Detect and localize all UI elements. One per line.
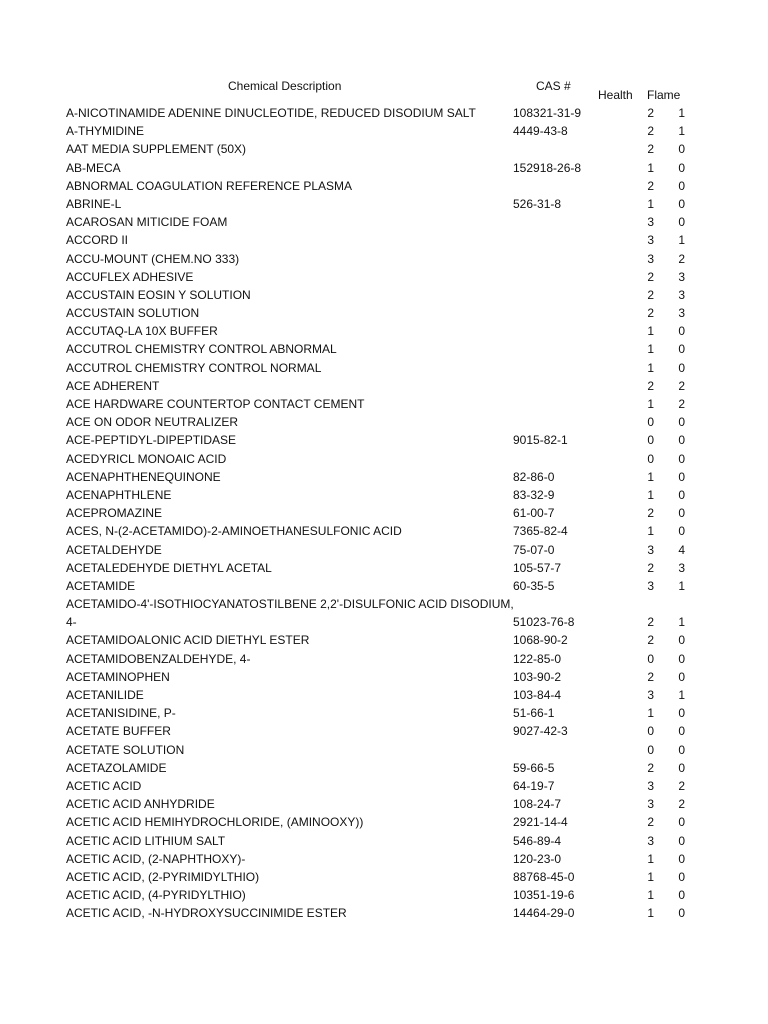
chemical-name: ACETIC ACID, -N-HYDROXYSUCCINIMIDE ESTER [66, 906, 347, 921]
flame-rating: 0 [678, 196, 685, 211]
table-row [0, 813, 768, 831]
health-rating: 1 [647, 706, 654, 721]
chemical-name: ACETATE BUFFER [66, 724, 171, 739]
table-row [0, 122, 768, 140]
chemical-name: ACE HARDWARE COUNTERTOP CONTACT CEMENT [66, 397, 365, 411]
table-row [0, 177, 768, 195]
chemical-name: ACETAMIDOBENZALDEHYDE, 4- [66, 651, 251, 666]
table-row [0, 140, 768, 158]
health-rating: 3 [647, 542, 654, 557]
table-row [0, 522, 768, 540]
table-row [0, 195, 768, 213]
table-row [0, 450, 768, 468]
health-rating: 0 [647, 433, 654, 448]
health-rating: 2 [647, 178, 654, 193]
chemical-name: A-THYMIDINE [66, 124, 144, 139]
health-rating: 2 [647, 306, 654, 321]
table-row [0, 250, 768, 268]
chemical-name: ACETAMIDO-4'-ISOTHIOCYANATOSTILBENE 2,2'-DISULFONIC ACID DISODIUM, [66, 597, 514, 612]
flame-rating: 0 [678, 215, 685, 230]
table-row [0, 868, 768, 886]
table-row [0, 577, 768, 595]
cas-number: 64-19-7 [513, 778, 555, 793]
chemical-name: ACETIC ACID HEMIHYDROCHLORIDE, (AMINOOXY)) [66, 815, 364, 830]
chemical-name: ACETAZOLAMIDE [66, 760, 167, 775]
cas-number: 59-66-5 [513, 760, 555, 775]
health-rating: 2 [647, 269, 654, 284]
health-rating: 2 [647, 633, 654, 648]
table-body [0, 104, 768, 922]
chemical-name: ACETIC ACID LITHIUM SALT [66, 833, 226, 848]
table-row [0, 541, 768, 559]
health-rating: 1 [647, 469, 654, 484]
header-flame: Flame [647, 88, 681, 102]
flame-rating: 0 [678, 888, 685, 903]
chemical-name: ABRINE-L [66, 196, 122, 211]
health-rating: 2 [647, 142, 654, 157]
chemical-name: AAT MEDIA SUPPLEMENT (50X) [66, 142, 247, 157]
cas-number: 82-86-0 [513, 469, 555, 484]
health-rating: 1 [647, 524, 654, 539]
flame-rating: 1 [678, 578, 685, 593]
health-rating: 1 [647, 342, 654, 357]
chemical-name: ABNORMAL COAGULATION REFERENCE PLASMA [66, 178, 353, 193]
flame-rating: 3 [678, 287, 685, 302]
health-rating: 2 [647, 615, 654, 630]
flame-rating: 0 [678, 906, 685, 921]
health-rating: 1 [647, 324, 654, 339]
flame-rating: 3 [678, 306, 685, 321]
chemical-name: ACCU-MOUNT (CHEM.NO 333) [66, 251, 240, 266]
cas-number: 103-84-4 [513, 688, 562, 703]
table-row [0, 413, 768, 431]
flame-rating: 3 [678, 560, 685, 575]
flame-rating: 3 [678, 269, 685, 284]
chemical-name: ACES, N-(2-ACETAMIDO)-2-AMINOETHANESULFONIC ACID [66, 524, 402, 539]
flame-rating: 2 [678, 378, 685, 393]
flame-rating: 1 [678, 106, 685, 120]
table-row [0, 486, 768, 504]
flame-rating: 0 [678, 724, 685, 739]
flame-rating: 1 [678, 124, 685, 139]
health-rating: 2 [647, 106, 654, 120]
cas-number: 108-24-7 [513, 797, 562, 812]
health-rating: 2 [647, 669, 654, 684]
health-rating: 1 [647, 906, 654, 921]
health-rating: 2 [647, 506, 654, 521]
health-rating: 1 [647, 869, 654, 884]
chemical-name: ACETIC ACID, (4-PYRIDYLTHIO) [66, 888, 246, 903]
table-row [0, 395, 768, 413]
health-rating: 2 [647, 287, 654, 302]
chemical-name: ACCUSTAIN SOLUTION [66, 306, 200, 321]
flame-rating: 0 [678, 324, 685, 339]
chemical-name: ACCUTROL CHEMISTRY CONTROL ABNORMAL [66, 342, 337, 357]
flame-rating: 0 [678, 833, 685, 848]
chemical-name: ACE-PEPTIDYL-DIPEPTIDASE [66, 433, 237, 448]
cas-number: 4449-43-8 [513, 124, 568, 139]
cas-number: 103-90-2 [513, 669, 562, 684]
flame-rating: 0 [678, 178, 685, 193]
chemical-name: ACE ADHERENT [66, 378, 160, 393]
health-rating: 2 [647, 560, 654, 575]
flame-rating: 0 [678, 433, 685, 448]
health-rating: 3 [647, 797, 654, 812]
cas-number: 51-66-1 [513, 706, 555, 721]
chemical-name: ACETIC ACID [66, 778, 142, 793]
cas-number: 75-07-0 [513, 542, 555, 557]
table-row [0, 722, 768, 740]
flame-rating: 1 [678, 615, 685, 630]
cas-number: 546-89-4 [513, 833, 562, 848]
table-row [0, 468, 768, 486]
chemical-name: ACETAMIDE [66, 578, 136, 593]
health-rating: 1 [647, 888, 654, 903]
flame-rating: 0 [678, 415, 685, 430]
health-rating: 0 [647, 724, 654, 739]
cas-number: 105-57-7 [513, 560, 562, 575]
header-chemical-description: Chemical Description [228, 79, 342, 93]
cas-number: 120-23-0 [513, 851, 562, 866]
flame-rating: 2 [678, 778, 685, 793]
health-rating: 2 [647, 124, 654, 139]
cas-number: 526-31-8 [513, 196, 562, 211]
chemical-name: ACCUTAQ-LA 10X BUFFER [66, 324, 218, 339]
table-row [0, 631, 768, 649]
table-row [0, 286, 768, 304]
health-rating: 0 [647, 415, 654, 430]
chemical-name: ACCUSTAIN EOSIN Y SOLUTION [66, 287, 251, 302]
table-row [0, 795, 768, 813]
table-row [0, 559, 768, 577]
table-row [0, 359, 768, 377]
chemical-name: A-NICOTINAMIDE ADENINE DINUCLEOTIDE, REDUCED DISODIUM SALT [66, 106, 476, 120]
cas-number: 9027-42-3 [513, 724, 568, 739]
chemical-name: ACCUFLEX ADHESIVE [66, 269, 194, 284]
table-row [0, 704, 768, 722]
table-row [0, 304, 768, 322]
table-row [0, 777, 768, 795]
table-row [0, 832, 768, 850]
flame-rating: 2 [678, 251, 685, 266]
flame-rating: 1 [678, 233, 685, 248]
table-row [0, 686, 768, 704]
chemical-name: ACETIC ACID, (2-NAPHTHOXY)- [66, 851, 246, 866]
flame-rating: 0 [678, 633, 685, 648]
flame-rating: 2 [678, 397, 685, 411]
health-rating: 3 [647, 233, 654, 248]
health-rating: 3 [647, 215, 654, 230]
table-row [0, 650, 768, 668]
table-row [0, 741, 768, 759]
table-row [0, 431, 768, 449]
flame-rating: 4 [678, 542, 685, 557]
health-rating: 3 [647, 251, 654, 266]
flame-rating: 0 [678, 524, 685, 539]
flame-rating: 0 [678, 506, 685, 521]
flame-rating: 0 [678, 487, 685, 502]
chemical-name: ACCUTROL CHEMISTRY CONTROL NORMAL [66, 360, 322, 375]
flame-rating: 2 [678, 797, 685, 812]
table-row [0, 322, 768, 340]
table-row [0, 595, 768, 631]
flame-rating: 0 [678, 469, 685, 484]
chemical-name: ACETAMIDOALONIC ACID DIETHYL ESTER [66, 633, 310, 648]
chemical-name: ACETALEDEHYDE DIETHYL ACETAL [66, 560, 272, 575]
chemical-name: AB-MECA [66, 160, 121, 175]
cas-number: 88768-45-0 [513, 869, 575, 884]
health-rating: 3 [647, 833, 654, 848]
table-row [0, 886, 768, 904]
health-rating: 1 [647, 397, 654, 411]
health-rating: 3 [647, 688, 654, 703]
flame-rating: 0 [678, 651, 685, 666]
flame-rating: 0 [678, 669, 685, 684]
health-rating: 0 [647, 742, 654, 757]
chemical-name-continued: 4- [66, 615, 77, 630]
chemical-name: ACAROSAN MITICIDE FOAM [66, 215, 228, 230]
flame-rating: 0 [678, 451, 685, 466]
health-rating: 2 [647, 760, 654, 775]
health-rating: 3 [647, 578, 654, 593]
header-health: Health [598, 88, 633, 102]
flame-rating: 0 [678, 869, 685, 884]
cas-number: 7365-82-4 [513, 524, 568, 539]
flame-rating: 0 [678, 160, 685, 175]
cas-number: 61-00-7 [513, 506, 555, 521]
cas-number: 14464-29-0 [513, 906, 575, 921]
chemical-name: ACEDYRICL MONOAIC ACID [66, 451, 227, 466]
health-rating: 0 [647, 451, 654, 466]
health-rating: 1 [647, 360, 654, 375]
flame-rating: 0 [678, 360, 685, 375]
health-rating: 1 [647, 160, 654, 175]
table-row [0, 104, 768, 122]
flame-rating: 0 [678, 706, 685, 721]
flame-rating: 0 [678, 142, 685, 157]
health-rating: 1 [647, 851, 654, 866]
health-rating: 3 [647, 778, 654, 793]
health-rating: 2 [647, 815, 654, 830]
table-row [0, 159, 768, 177]
chemical-name: ACETANISIDINE, P- [66, 706, 176, 721]
chemical-name: ACETANILIDE [66, 688, 144, 703]
cas-number: 9015-82-1 [513, 433, 568, 448]
cas-number: 10351-19-6 [513, 888, 575, 903]
cas-number: 60-35-5 [513, 578, 555, 593]
health-rating: 1 [647, 196, 654, 211]
chemical-name: ACETALDEHYDE [66, 542, 162, 557]
table-row [0, 377, 768, 395]
chemical-name: ACENAPHTHENEQUINONE [66, 469, 221, 484]
cas-number: 83-32-9 [513, 487, 555, 502]
chemical-name: ACENAPHTHLENE [66, 487, 172, 502]
table-row [0, 268, 768, 286]
chemical-name: ACETATE SOLUTION [66, 742, 185, 757]
cas-number: 1068-90-2 [513, 633, 568, 648]
cas-number: 51023-76-8 [513, 615, 575, 630]
flame-rating: 0 [678, 760, 685, 775]
health-rating: 2 [647, 378, 654, 393]
cas-number: 2921-14-4 [513, 815, 568, 830]
cas-number: 152918-26-8 [513, 160, 582, 175]
header-cas-number: CAS # [536, 79, 571, 93]
chemical-name: ACCORD II [66, 233, 129, 248]
chemical-name: ACETIC ACID, (2-PYRIMIDYLTHIO) [66, 869, 260, 884]
cas-number: 122-85-0 [513, 651, 562, 666]
table-row [0, 759, 768, 777]
table-row [0, 850, 768, 868]
chemical-name: ACE ON ODOR NEUTRALIZER [66, 415, 239, 430]
table-row [0, 340, 768, 358]
chemical-name: ACETAMINOPHEN [66, 669, 170, 684]
flame-rating: 0 [678, 815, 685, 830]
chemical-name: ACETIC ACID ANHYDRIDE [66, 797, 215, 812]
table-row [0, 504, 768, 522]
flame-rating: 0 [678, 851, 685, 866]
flame-rating: 0 [678, 742, 685, 757]
cas-number: 108321-31-9 [513, 106, 582, 120]
flame-rating: 1 [678, 688, 685, 703]
chemical-name: ACEPROMAZINE [66, 506, 163, 521]
flame-rating: 0 [678, 342, 685, 357]
table-row [0, 668, 768, 686]
health-rating: 1 [647, 487, 654, 502]
table-row [0, 231, 768, 249]
table-row [0, 213, 768, 231]
table-row [0, 904, 768, 922]
health-rating: 0 [647, 651, 654, 666]
